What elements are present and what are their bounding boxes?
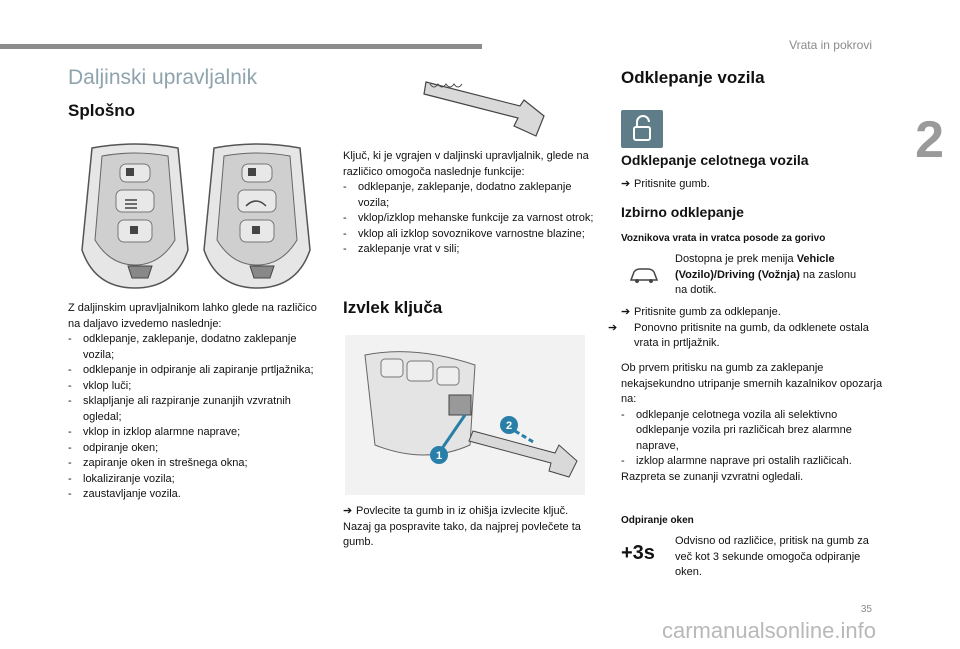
list-item: - lokaliziranje vozila; <box>68 472 326 488</box>
plus-3s-icon: +3s <box>621 542 655 564</box>
list-item: - izklop alarmne naprave pri ostalih različicah. <box>621 454 883 470</box>
key-function-list <box>343 180 601 258</box>
bullet-pull-button: ➔ Povlecite ta gumb in iz ohišja izvlecite ključ. <box>343 504 601 520</box>
key-intro: Ključ, ki je vgrajen v daljinski upravljalnik, glede na različico omogoča naslednje funkcije: <box>343 150 589 178</box>
list-item: - sklapljanje ali razpiranje zunanjih vzvratnih ogledal; <box>68 394 326 425</box>
full-unlock-text: ➔ Pritisnite gumb. <box>621 177 881 193</box>
subheading-full-unlock: Odklepanje celotnega vozila <box>621 152 809 168</box>
heading-unlocking: Odklepanje vozila <box>621 68 765 87</box>
list-item: - odklepanje, zaklepanje, dodatno zaklepanje vozila; <box>68 332 326 363</box>
key-functions-text <box>343 149 601 258</box>
step-1-label: 1 <box>435 450 443 462</box>
mechanical-key-illustration <box>420 76 550 140</box>
list-item: - odklepanje in odpiranje ali zapiranje prtljažnika; <box>68 363 326 379</box>
remote-control-illustration <box>80 140 320 292</box>
remote-fob-left <box>82 144 188 288</box>
list-item: ➔ Ponovno pritisnite na gumb, da odklenete ostala vrata in prtljažnik. <box>608 321 869 349</box>
vehicle-icon <box>628 266 660 286</box>
page-number: 35 <box>860 604 872 615</box>
list-item: ➔ Pritisnite gumb za odklepanje. <box>621 305 881 321</box>
remote-fob-right <box>204 144 310 288</box>
list-item: - vklop in izklop alarmne naprave; <box>68 425 326 441</box>
list-item: - zapiranje oken in strešnega okna; <box>68 456 326 472</box>
list-item: - odklepanje, zaklepanje, dodatno zaklepanje vozila; <box>343 180 601 211</box>
general-intro: Z daljinskim upravljalnikom lahko glede na različico na daljavo izvedemo naslednje: <box>68 302 317 330</box>
general-feature-list <box>68 332 326 503</box>
list-item: - odpiranje oken; <box>68 441 326 457</box>
section-title: Vrata in pokrovi <box>789 38 872 52</box>
indicator-info-text: Ob prvem pritisku na gumb za zaklepanje nekajsekundno utripanje smernih kazalnikov opozarja na: - odklepanje celotnega vozila ali selektivno odklepanje vozila pri različicah brez alarmne naprave, - izklop alarmne naprave pri ostalih različicah. Razpreta se zunanji vzvratni ogledali. <box>621 361 883 485</box>
watermark: carmanualsonline.info <box>661 618 876 643</box>
top-rule <box>0 44 482 49</box>
arrow-icon: ➔ <box>621 306 631 318</box>
chapter-number: 2 <box>915 111 944 169</box>
arrow-icon: ➔ <box>343 505 353 517</box>
indicator-list <box>621 408 883 470</box>
list-item: - vklop/izklop mehanske funkcije za varnost otrok; <box>343 211 601 227</box>
list-item: - odklepanje celotnega vozila ali selektivno odklepanje vozila pri različicah brez alarmne naprave, <box>621 408 883 455</box>
arrow-icon: ➔ <box>621 178 631 190</box>
subheading-window-opening: Odpiranje oken <box>621 515 694 526</box>
list-item: - zaustavljanje vozila. <box>68 487 326 503</box>
main-title: Daljinski upravljalnik <box>68 66 258 89</box>
subheading-selective-unlock: Izbirno odklepanje <box>621 204 744 220</box>
key-store-text: Nazaj ga pospravite tako, da najprej povlečete ta gumb. <box>343 520 581 548</box>
arrow-icon: ➔ <box>608 321 618 334</box>
list-item: - vklop luči; <box>68 379 326 395</box>
heading-key-extraction: Izvlek ključa <box>343 298 443 317</box>
unlock-icon <box>621 110 663 148</box>
subtitle-general: Splošno <box>68 101 136 120</box>
subheading-driver-door: Voznikova vrata in vratca posode za gorivo <box>621 233 826 244</box>
key-extraction-illustration <box>345 335 585 495</box>
menu-access-text: Dostopna je prek menija Vehicle (Vozilo)/Driving (Vožnja) na zaslonu na dotik. <box>675 253 857 296</box>
list-item: - zaklepanje vrat v sili; <box>343 242 601 258</box>
step-2-label: 2 <box>505 420 513 432</box>
selective-unlock-steps <box>608 305 881 352</box>
key-extraction-text <box>343 504 601 551</box>
window-opening-text: Odvisno od različice, pritisk na gumb za več kot 3 sekunde omogoča odpiranje oken. <box>675 535 869 578</box>
list-item: - vklop ali izklop sovoznikove varnostne blazine; <box>343 227 601 243</box>
general-text <box>68 301 326 503</box>
